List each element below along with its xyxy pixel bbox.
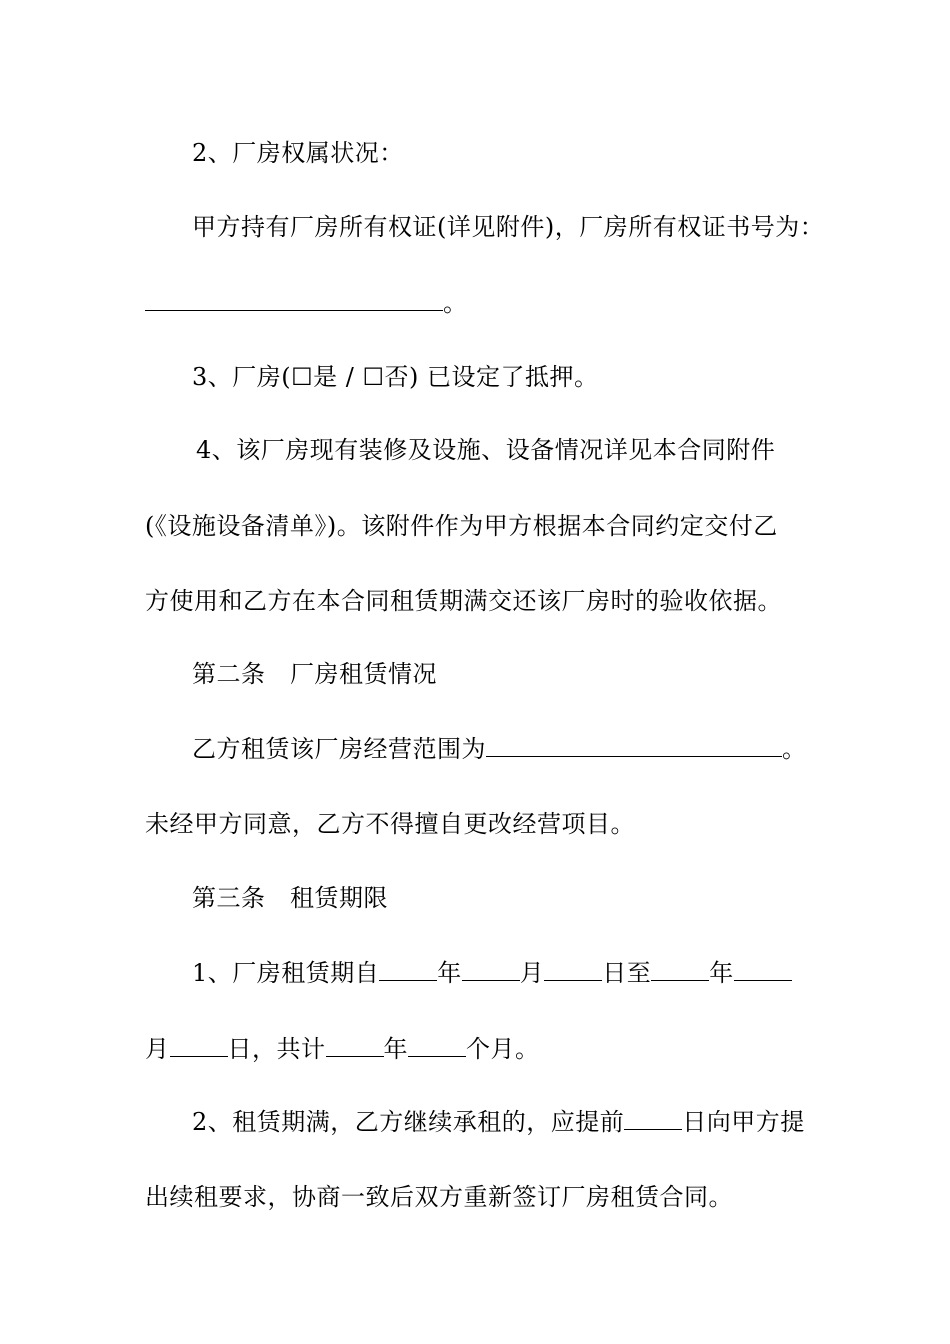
end-year-blank[interactable] xyxy=(651,958,709,981)
clause-4-line-2: (《设施设备清单》)。该附件作为甲方根据本合同约定交付乙 xyxy=(145,512,778,540)
article-2-heading: 第二条 厂房租赁情况 xyxy=(192,660,437,688)
end-month-blank[interactable] xyxy=(734,958,792,981)
clause-3-mortgage: 3、厂房(☐是 / ☐否) 已设定了抵押。 xyxy=(192,363,599,391)
renewal-days-blank[interactable] xyxy=(624,1107,682,1130)
article-3-heading: 第三条 租赁期限 xyxy=(192,884,388,912)
period-mark: 。 xyxy=(443,289,468,317)
renewal-label-cont: 日向甲方提 xyxy=(682,1108,805,1136)
business-scope-line xyxy=(192,733,807,765)
day-total-label: 日，共计 xyxy=(227,1035,326,1063)
renewal-line-2: 出续租要求，协商一致后双方重新签订厂房租赁合同。 xyxy=(145,1183,733,1211)
business-scope-blank[interactable] xyxy=(486,734,782,757)
start-month-blank[interactable] xyxy=(462,958,520,981)
year-label: 年 xyxy=(709,959,734,987)
certificate-number-blank[interactable] xyxy=(145,288,443,311)
lease-period-line-1 xyxy=(192,957,792,989)
start-year-blank[interactable] xyxy=(379,958,437,981)
total-months-blank[interactable] xyxy=(408,1034,466,1057)
day-to-label: 日至 xyxy=(602,959,652,987)
lease-period-line-2 xyxy=(145,1033,540,1065)
year-label: 年 xyxy=(437,959,462,987)
clause-2-text: 甲方持有厂房所有权证(详见附件)，厂房所有权证书号为： xyxy=(192,213,825,241)
period-mark: 。 xyxy=(782,735,807,763)
months-label: 个月。 xyxy=(466,1035,540,1063)
start-day-blank[interactable] xyxy=(544,958,602,981)
lease-period-label: 1、厂房租赁期自 xyxy=(192,959,380,987)
year-label: 年 xyxy=(383,1035,408,1063)
business-scope-restriction: 未经甲方同意，乙方不得擅自更改经营项目。 xyxy=(145,810,635,838)
clause-4-line-3: 方使用和乙方在本合同租赁期满交还该厂房时的验收依据。 xyxy=(145,587,782,615)
month-label: 月 xyxy=(145,1035,170,1063)
end-day-blank[interactable] xyxy=(170,1034,228,1057)
month-label: 月 xyxy=(519,959,545,987)
certificate-number-line xyxy=(145,287,468,319)
clause-4-line-1: 4、该厂房现有装修及设施、设备情况详见本合同附件 xyxy=(196,436,776,464)
renewal-label: 2、租赁期满，乙方继续承租的，应提前 xyxy=(192,1108,625,1136)
renewal-line-1 xyxy=(192,1106,805,1138)
clause-2-heading: 2、厂房权属状况： xyxy=(192,139,404,167)
business-scope-label: 乙方租赁该厂房经营范围为 xyxy=(192,735,486,763)
total-years-blank[interactable] xyxy=(326,1034,384,1057)
